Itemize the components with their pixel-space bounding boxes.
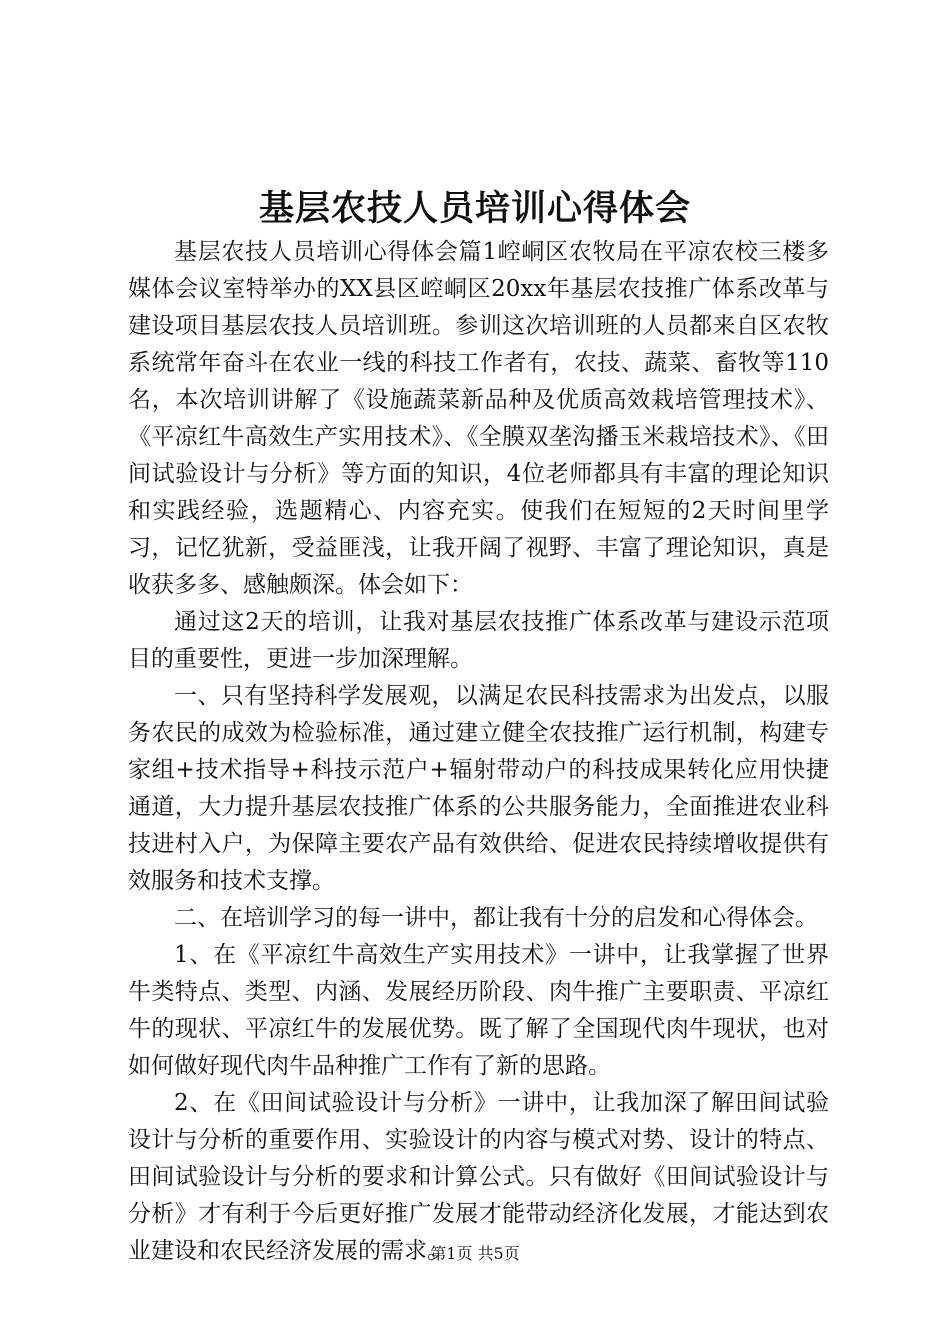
document-body [128, 234, 829, 1270]
paragraph-point-one: 一、只有坚持科学发展观，以满足农民科技需求为出发点，以服务农民的成效为检验标准，通过建立健全农技推广运行机制，构建专家组+技术指导+科技示范户+辐射带动户的科技成果转化应用快捷通道，大力提升基层农技推广体系的公共服务能力，全面推进农业科技进村入户，为保障主要农产品有效供给、促进农民持续增收提供有效服务和技术支撑。 [128, 683, 829, 894]
paragraph-item-two: 2、在《田间试验设计与分析》一讲中，让我加深了解田间试验设计与分析的重要作用、实验设计的内容与模式对势、设计的特点、田间试验设计与分析的要求和计算公式。只有做好《田间试验设计与分析》才有利于今后更好推广发展才能带动经济化发展，才能达到农业建设和农民经济发展的需求。 [128, 1090, 829, 1264]
paragraph-summary: 通过这2天的培训，让我对基层农技推广体系改革与建设示范项目的重要性，更进一步加深理解。 [128, 609, 829, 672]
page-number-footer: 第1页 共5页 [430, 1244, 520, 1263]
paragraph-intro: 基层农技人员培训心得体会篇1崆峒区农牧局在平凉农校三楼多媒体会议室特举办的XX县区崆峒区20xx年基层农技推广体系改革与建设项目基层农技人员培训班。参训这次培训班的人员都来自区农牧系统常年奋斗在农业一线的科技工作者有，农技、蔬菜、畜牧等110名，本次培训讲解了《设施蔬菜新品种及优质高效栽培管理技术》、《平凉红牛高效生产实用技术》、《全膜双垄沟播玉米栽培技术》、《田间试验设计与分析》等方面的知识，4位老师都具有丰富的理论知识和实践经验，选题精心、内容充实。使我们在短短的2天时间里学习，记忆犹新，受益匪浅，让我开阔了视野、丰富了理论知识，真是收获多多、感触颇深。体会如下： [128, 239, 829, 598]
paragraph-point-two: 二、在培训学习的每一讲中，都让我有十分的启发和心得体会。 [174, 905, 818, 931]
document-title: 基层农技人员培训心得体会 [258, 188, 691, 229]
paragraph-item-one: 1、在《平凉红牛高效生产实用技术》一讲中，让我掌握了世界牛类特点、类型、内涵、发展经历阶段、肉牛推广主要职责、平凉红牛的现状、平凉红牛的发展优势。既了解了全国现代肉牛现状，也对如何做好现代肉牛品种推广工作有了新的思路。 [128, 942, 829, 1079]
